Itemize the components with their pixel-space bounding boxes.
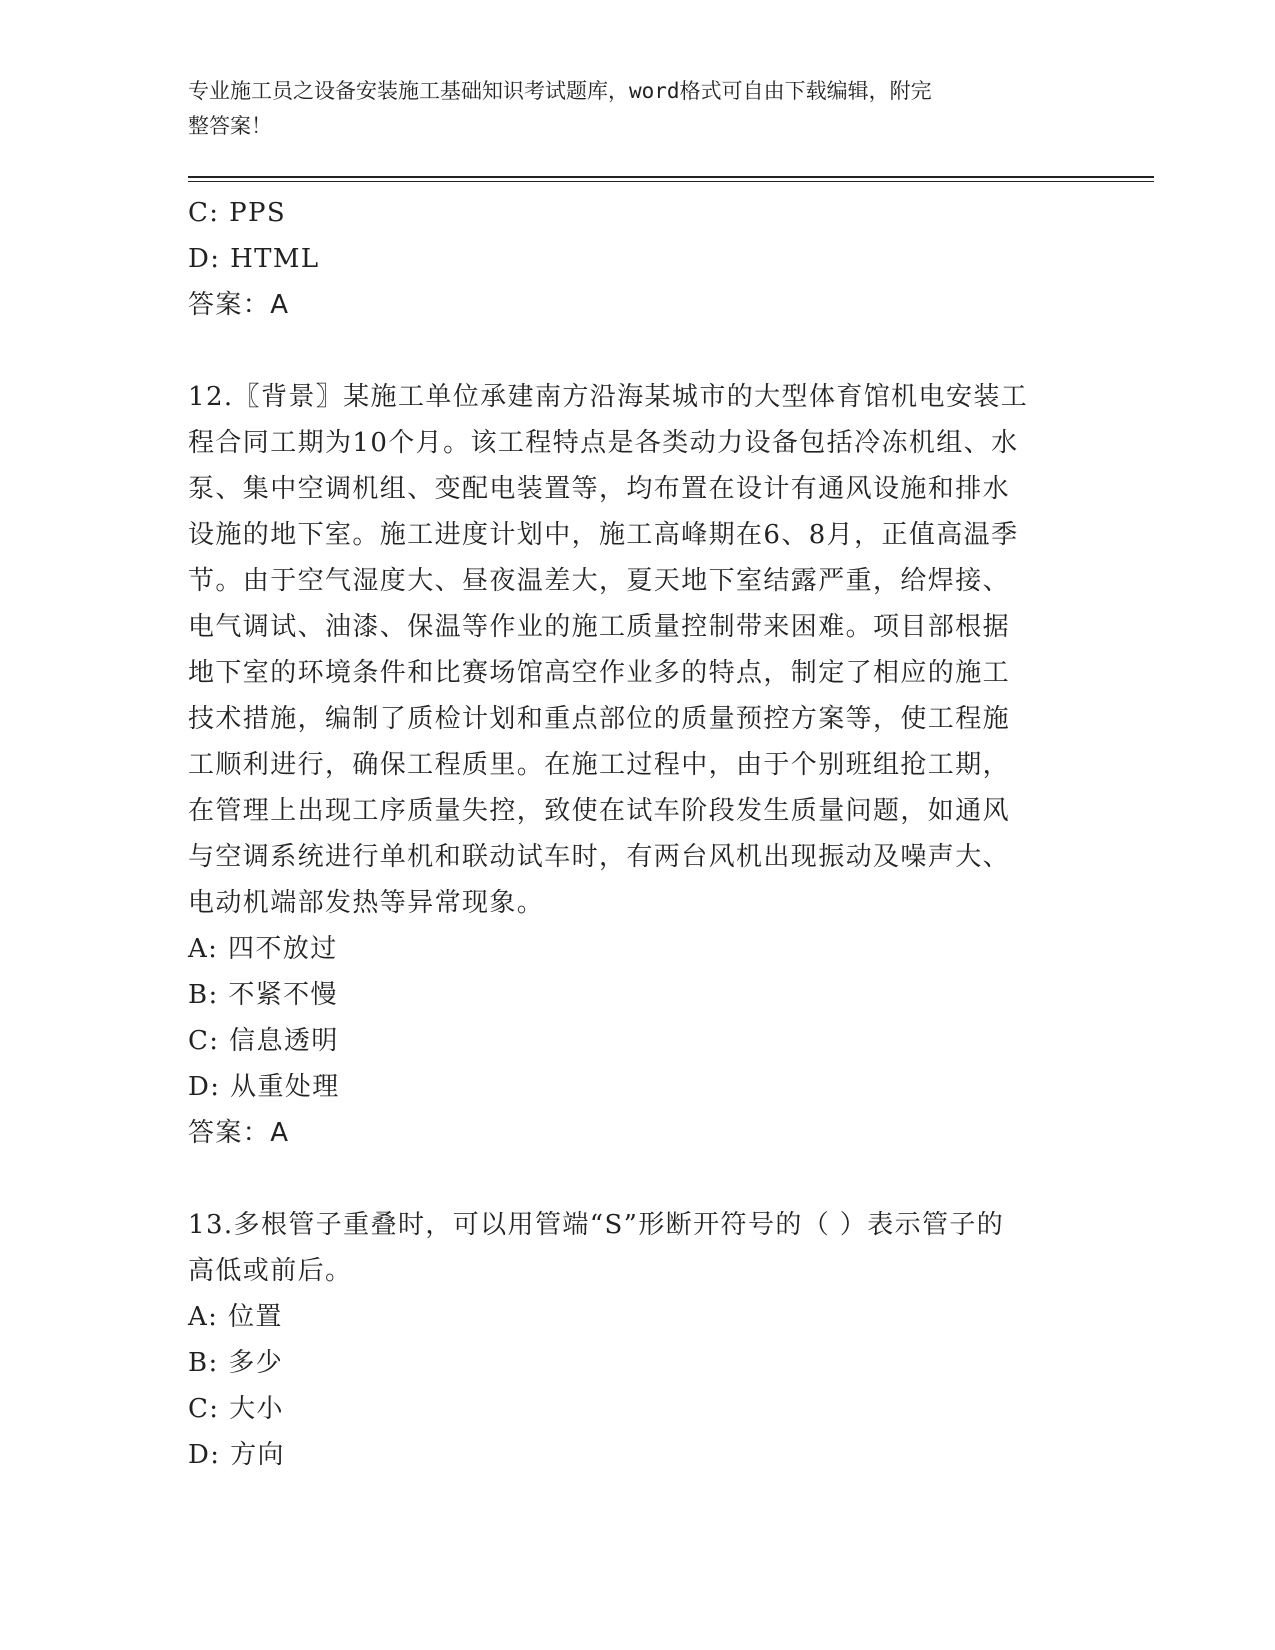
q11-option-c: C: PPS [188,198,287,228]
q11-option-d: D: HTML [188,244,320,274]
q12-option-d: D: 从重处理 [188,1072,340,1102]
q13-stem [188,1202,1088,1294]
q12-stem [188,374,1088,926]
q12-stem-line: 在管理上出现工序质量失控，致使在试车阶段发生质量问题，如通风 [188,796,1011,826]
q13-option-c: C: 大小 [188,1394,284,1424]
q12-stem-line: 12.〖背景〗某施工单位承建南方沿海某城市的大型体育馆机电安装工 [188,382,1029,412]
q12-stem-line: 与空调系统进行单机和联动试车时，有两台风机出现振动及噪声大、 [188,842,1011,872]
q12-stem-line: 工顺利进行，确保工程质里。在施工过程中，由于个别班组抢工期， [188,750,1011,780]
q13-stem-line: 13.多根管子重叠时，可以用管端“S”形断开符号的（ ）表示管子的 [188,1210,1005,1240]
document-body [188,190,1088,1478]
header-rule-thin [188,181,1154,182]
header-line-2: 整答案！ [188,114,272,138]
q12-option-a: A: 四不放过 [188,934,338,964]
q13-option-b: B: 多少 [188,1348,284,1378]
q11-answer: 答案：A [188,290,290,320]
q13-stem-line: 高低或前后。 [188,1256,353,1286]
q12-option-c: C: 信息透明 [188,1026,339,1056]
header-rule-thick [188,176,1154,178]
header-line-1: 专业施工员之设备安装施工基础知识考试题库，word格式可自由下载编辑，附完 [188,79,932,103]
q13-option-a: A: 位置 [188,1302,283,1332]
q13-option-d: D: 方向 [188,1440,285,1470]
document-header [188,74,1068,144]
question-gap [188,328,1088,374]
q12-answer: 答案：A [188,1118,290,1148]
q12-stem-line: 设施的地下室。施工进度计划中，施工高峰期在6、8月，正值高温季 [188,520,1019,550]
q12-stem-line: 节。由于空气湿度大、昼夜温差大，夏天地下室结露严重，给焊接、 [188,566,1011,596]
q12-stem-line: 地下室的环境条件和比赛场馆高空作业多的特点，制定了相应的施工 [188,658,1011,688]
q12-stem-line: 泵、集中空调机组、变配电装置等，均布置在设计有通风设施和排水 [188,474,1011,504]
question-gap [188,1156,1088,1202]
q12-option-b: B: 不紧不慢 [188,980,338,1010]
q12-stem-line: 程合同工期为10个月。该工程特点是各类动力设备包括冷冻机组、水 [188,428,1019,458]
q12-stem-line: 技术措施，编制了质检计划和重点部位的质量预控方案等，使工程施 [188,704,1011,734]
q12-stem-line: 电动机端部发热等异常现象。 [188,888,545,918]
q12-stem-line: 电气调试、油漆、保温等作业的施工质量控制带来困难。项目部根据 [188,612,1011,642]
